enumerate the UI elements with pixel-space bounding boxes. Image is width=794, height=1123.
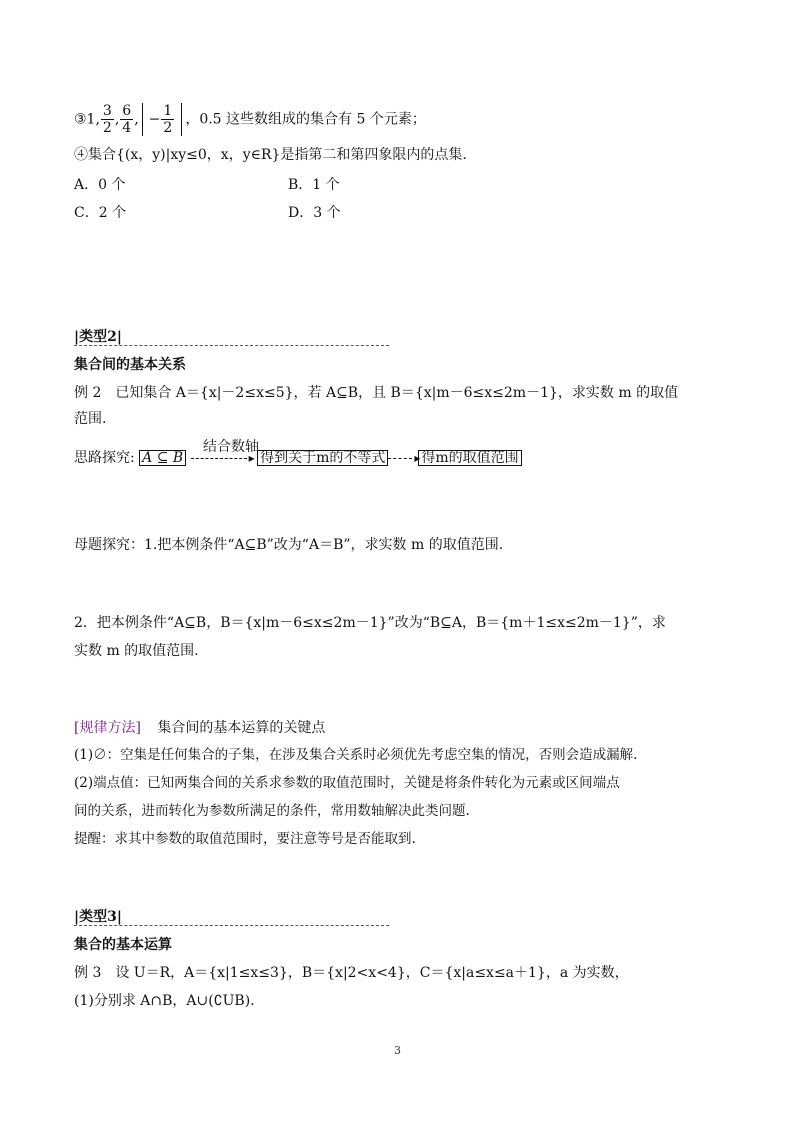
thinking-label: 思路探究: <box>74 450 135 466</box>
type3-title: 集合的基本运算 <box>74 937 172 953</box>
flow-arrow-caption: 结合数轴 <box>203 439 259 455</box>
type3-divider <box>74 925 389 926</box>
absolute-value-expression: − $\frac{1}{2}$ <box>142 103 183 136</box>
variant2-line2: 实数 m 的取值范围. <box>74 643 199 659</box>
fraction-6-4: $\frac{6}{4}$ <box>122 103 132 136</box>
variant2-line1: 2．把本例条件“A⊆B，B＝{x|m－6≤x≤2m－1}”改为“B⊆A，B＝{m＋1≤x≤2m－1}”，求 <box>74 615 666 631</box>
page-number: 3 <box>394 1044 401 1057</box>
method-title: 集合间的基本运算的关键点 <box>157 720 326 736</box>
method-heading <box>74 719 325 737</box>
problem-item-4: ④集合{(x，y)|xy≤0，x，y∈R}是指第二和第四象限内的点集. <box>74 147 467 163</box>
method-point-2-line2: 间的关系，进而转化为参数所满足的条件，常用数轴解决此类问题. <box>74 803 470 819</box>
option-d: D．3 个 <box>288 205 341 221</box>
flow-box-a-subset-b: A ⊆ B <box>139 450 186 466</box>
method-reminder: 提醒：求其中参数的取值范围时，要注意等号是否能取到. <box>74 831 416 847</box>
option-b: B．1 个 <box>288 177 340 193</box>
flow-box-range: 得m的取值范围 <box>418 450 521 466</box>
variant1-text: 母题探究：1.把本例条件“A⊆B”改为“A＝B”，求实数 m 的取值范围. <box>74 537 504 553</box>
type2-title: 集合间的基本关系 <box>74 357 186 373</box>
method-point-1: (1)∅：空集是任何集合的子集，在涉及集合关系时必须优先考虑空集的情况，否则会造成漏解. <box>74 747 638 763</box>
flow-arrow-2-icon <box>388 451 418 465</box>
flow-box-inequality: 得到关于m的不等式 <box>257 450 388 466</box>
type3-header: |类型3| <box>74 909 122 925</box>
example3-line1: 例 3 设 U＝R，A＝{x|1≤x≤3}，B＝{x|2<x<4}，C＝{x|a≤x≤a＋1}，a 为实数， <box>74 965 629 981</box>
type2-divider <box>74 345 389 346</box>
example2-line2: 范围. <box>74 411 107 427</box>
problem-item-3: ③1, $\frac{3}{2}$ , $\frac{6}{4}$ , − $\frac{1}{2}$ ，0.5 这些数组成的集合有 5 个元素； <box>74 103 426 136</box>
thinking-flow <box>74 449 522 467</box>
fraction-3-2: $\frac{3}{2}$ <box>102 103 112 136</box>
item3-suffix: ，0.5 这些数组成的集合有 5 个元素； <box>185 111 426 128</box>
option-a: A．0 个 <box>74 177 126 193</box>
method-point-2-line1: (2)端点值：已知两集合间的关系求参数的取值范围时，关键是将条件转化为元素或区间端点 <box>74 775 620 791</box>
item3-prefix: ③1, <box>74 111 100 128</box>
example3-line2: (1)分别求 A∩B，A∪(∁UB). <box>74 993 255 1009</box>
fraction-1-2: $\frac{1}{2}$ <box>163 103 173 136</box>
method-tag: [规律方法] <box>74 720 141 736</box>
example2-line1: 例 2 已知集合 A＝{x|－2≤x≤5}，若 A⊆B，且 B＝{x|m－6≤x≤2m－1}，求实数 m 的取值 <box>74 385 679 401</box>
type2-header: |类型2| <box>74 329 122 345</box>
option-c: C．2 个 <box>74 205 127 221</box>
